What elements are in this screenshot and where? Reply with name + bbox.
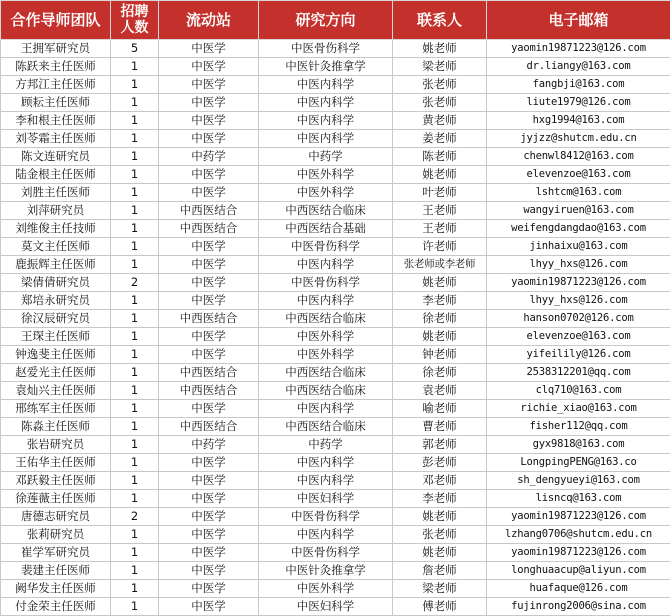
cell-team: 邢练军主任医师 xyxy=(1,400,111,418)
cell-count: 1 xyxy=(111,166,159,184)
cell-count: 1 xyxy=(111,94,159,112)
cell-direction: 中医内科学 xyxy=(259,76,393,94)
table-row xyxy=(1,382,670,400)
cell-count: 1 xyxy=(111,580,159,598)
cell-station: 中医学 xyxy=(159,400,259,418)
table-row xyxy=(1,454,670,472)
cell-count: 1 xyxy=(111,436,159,454)
cell-station: 中药学 xyxy=(159,436,259,454)
cell-contact: 张老师或李老师 xyxy=(393,256,487,274)
cell-team: 王拥军研究员 xyxy=(1,40,111,58)
cell-contact: 叶老师 xyxy=(393,184,487,202)
cell-contact: 姚老师 xyxy=(393,328,487,346)
cell-station: 中医学 xyxy=(159,130,259,148)
cell-count: 1 xyxy=(111,220,159,238)
table-row xyxy=(1,562,670,580)
table-row xyxy=(1,580,670,598)
cell-contact: 姚老师 xyxy=(393,166,487,184)
cell-email: yaomin19871223@126.com xyxy=(487,40,670,58)
cell-team: 陆金根主任医师 xyxy=(1,166,111,184)
cell-direction: 中医内科学 xyxy=(259,256,393,274)
table-row xyxy=(1,130,670,148)
cell-contact: 詹老师 xyxy=(393,562,487,580)
table-row xyxy=(1,94,670,112)
cell-direction: 中医外科学 xyxy=(259,580,393,598)
cell-direction: 中医内科学 xyxy=(259,400,393,418)
cell-direction: 中医外科学 xyxy=(259,166,393,184)
cell-contact: 张老师 xyxy=(393,94,487,112)
cell-direction: 中医内科学 xyxy=(259,454,393,472)
cell-email: jyjzz@shutcm.edu.cn xyxy=(487,130,670,148)
cell-contact: 徐老师 xyxy=(393,310,487,328)
cell-direction: 中医外科学 xyxy=(259,328,393,346)
cell-contact: 郭老师 xyxy=(393,436,487,454)
cell-email: chenwl8412@163.com xyxy=(487,148,670,166)
header-count xyxy=(111,1,159,40)
table-row xyxy=(1,58,670,76)
table-row xyxy=(1,148,670,166)
table-row xyxy=(1,40,670,58)
table-row xyxy=(1,490,670,508)
cell-count: 1 xyxy=(111,490,159,508)
cell-email: lisncq@163.com xyxy=(487,490,670,508)
cell-team: 崔学军研究员 xyxy=(1,544,111,562)
cell-direction: 中医妇科学 xyxy=(259,598,393,616)
cell-email: liute1979@126.com xyxy=(487,94,670,112)
cell-count: 1 xyxy=(111,184,159,202)
table-row xyxy=(1,292,670,310)
cell-team: 钟逸斐主任医师 xyxy=(1,346,111,364)
cell-contact: 张老师 xyxy=(393,526,487,544)
cell-count: 1 xyxy=(111,598,159,616)
cell-team: 刘苓霜主任医师 xyxy=(1,130,111,148)
cell-team: 方邦江主任医师 xyxy=(1,76,111,94)
cell-station: 中医学 xyxy=(159,454,259,472)
cell-contact: 张老师 xyxy=(393,76,487,94)
cell-contact: 邓老师 xyxy=(393,472,487,490)
cell-direction: 中医内科学 xyxy=(259,94,393,112)
cell-contact: 姚老师 xyxy=(393,508,487,526)
cell-contact: 姚老师 xyxy=(393,274,487,292)
cell-contact: 喻老师 xyxy=(393,400,487,418)
header-station: 流动站 xyxy=(159,1,259,40)
cell-team: 邓跃毅主任医师 xyxy=(1,472,111,490)
cell-station: 中医学 xyxy=(159,112,259,130)
cell-team: 张莉研究员 xyxy=(1,526,111,544)
cell-email: weifengdangdao@163.com xyxy=(487,220,670,238)
cell-email: elevenzoe@163.com xyxy=(487,328,670,346)
cell-direction: 中药学 xyxy=(259,148,393,166)
cell-email: LongpingPENG@163.co xyxy=(487,454,670,472)
table-row xyxy=(1,220,670,238)
cell-team: 莫文主任医师 xyxy=(1,238,111,256)
cell-direction: 中医针灸推拿学 xyxy=(259,562,393,580)
table-row xyxy=(1,328,670,346)
table-row xyxy=(1,436,670,454)
cell-team: 刘维俊主任技师 xyxy=(1,220,111,238)
cell-team: 李和根主任医师 xyxy=(1,112,111,130)
cell-email: jinhaixu@163.com xyxy=(487,238,670,256)
cell-direction: 中西医结合临床 xyxy=(259,202,393,220)
cell-direction: 中医内科学 xyxy=(259,130,393,148)
cell-direction: 中医内科学 xyxy=(259,292,393,310)
cell-team: 裴建主任医师 xyxy=(1,562,111,580)
cell-email: yaomin19871223@126.com xyxy=(487,544,670,562)
cell-count: 1 xyxy=(111,328,159,346)
cell-team: 王琛主任医师 xyxy=(1,328,111,346)
table-row xyxy=(1,256,670,274)
cell-direction: 中医内科学 xyxy=(259,526,393,544)
cell-station: 中医学 xyxy=(159,508,259,526)
cell-direction: 中西医结合临床 xyxy=(259,382,393,400)
header-direction: 研究方向 xyxy=(259,1,393,40)
table-row xyxy=(1,508,670,526)
cell-count: 1 xyxy=(111,346,159,364)
cell-station: 中医学 xyxy=(159,328,259,346)
cell-station: 中西医结合 xyxy=(159,220,259,238)
cell-count: 1 xyxy=(111,544,159,562)
table-row xyxy=(1,238,670,256)
cell-direction: 中西医结合临床 xyxy=(259,364,393,382)
cell-contact: 王老师 xyxy=(393,220,487,238)
cell-team: 顾耘主任医师 xyxy=(1,94,111,112)
cell-direction: 中医骨伤科学 xyxy=(259,40,393,58)
cell-email: clq710@163.com xyxy=(487,382,670,400)
table-row xyxy=(1,544,670,562)
cell-email: hanson0702@126.com xyxy=(487,310,670,328)
cell-station: 中医学 xyxy=(159,346,259,364)
cell-station: 中医学 xyxy=(159,580,259,598)
cell-direction: 中医骨伤科学 xyxy=(259,274,393,292)
cell-direction: 中医内科学 xyxy=(259,472,393,490)
cell-direction: 中医外科学 xyxy=(259,184,393,202)
table-row xyxy=(1,472,670,490)
cell-station: 中医学 xyxy=(159,490,259,508)
cell-count: 1 xyxy=(111,148,159,166)
cell-team: 陈文连研究员 xyxy=(1,148,111,166)
cell-station: 中医学 xyxy=(159,562,259,580)
cell-count: 1 xyxy=(111,472,159,490)
cell-direction: 中西医结合临床 xyxy=(259,310,393,328)
cell-email: 2538312201@qq.com xyxy=(487,364,670,382)
cell-email: sh_dengyueyi@163.com xyxy=(487,472,670,490)
table-row xyxy=(1,526,670,544)
header-contact: 联系人 xyxy=(393,1,487,40)
table-row xyxy=(1,184,670,202)
cell-station: 中西医结合 xyxy=(159,418,259,436)
cell-contact: 黄老师 xyxy=(393,112,487,130)
cell-contact: 陈老师 xyxy=(393,148,487,166)
table-body xyxy=(1,40,670,616)
table-row xyxy=(1,202,670,220)
cell-contact: 曹老师 xyxy=(393,418,487,436)
cell-station: 中医学 xyxy=(159,58,259,76)
cell-contact: 梁老师 xyxy=(393,580,487,598)
cell-contact: 王老师 xyxy=(393,202,487,220)
cell-email: wangyiruen@163.com xyxy=(487,202,670,220)
cell-count: 1 xyxy=(111,58,159,76)
cell-email: elevenzoe@163.com xyxy=(487,166,670,184)
cell-count: 1 xyxy=(111,76,159,94)
cell-contact: 姜老师 xyxy=(393,130,487,148)
cell-team: 袁灿兴主任医师 xyxy=(1,382,111,400)
cell-count: 1 xyxy=(111,382,159,400)
cell-count: 1 xyxy=(111,526,159,544)
table-row xyxy=(1,310,670,328)
cell-station: 中西医结合 xyxy=(159,364,259,382)
cell-count: 1 xyxy=(111,310,159,328)
cell-email: fisher112@qq.com xyxy=(487,418,670,436)
cell-station: 中医学 xyxy=(159,292,259,310)
cell-count: 2 xyxy=(111,508,159,526)
cell-count: 1 xyxy=(111,454,159,472)
cell-direction: 中医妇科学 xyxy=(259,490,393,508)
cell-station: 中医学 xyxy=(159,166,259,184)
cell-email: fangbji@163.com xyxy=(487,76,670,94)
header-email: 电子邮箱 xyxy=(487,1,670,40)
cell-email: lzhang0706@shutcm.edu.cn xyxy=(487,526,670,544)
table-row xyxy=(1,598,670,616)
table-row xyxy=(1,346,670,364)
cell-direction: 中医外科学 xyxy=(259,346,393,364)
cell-team: 阙华发主任医师 xyxy=(1,580,111,598)
cell-station: 中西医结合 xyxy=(159,382,259,400)
cell-station: 中西医结合 xyxy=(159,310,259,328)
cell-direction: 中医骨伤科学 xyxy=(259,508,393,526)
cell-team: 唐德志研究员 xyxy=(1,508,111,526)
cell-station: 中医学 xyxy=(159,94,259,112)
cell-direction: 中医内科学 xyxy=(259,112,393,130)
cell-email: dr.liangy@163.com xyxy=(487,58,670,76)
cell-team: 陈跃来主任医师 xyxy=(1,58,111,76)
cell-team: 张岩研究员 xyxy=(1,436,111,454)
cell-email: richie_xiao@163.com xyxy=(487,400,670,418)
cell-email: yaomin19871223@126.com xyxy=(487,508,670,526)
table-row xyxy=(1,166,670,184)
cell-count: 1 xyxy=(111,202,159,220)
cell-direction: 中医针灸推拿学 xyxy=(259,58,393,76)
table-row xyxy=(1,418,670,436)
cell-team: 陈淼主任医师 xyxy=(1,418,111,436)
cell-direction: 中药学 xyxy=(259,436,393,454)
cell-team: 徐汉辰研究员 xyxy=(1,310,111,328)
cell-station: 中医学 xyxy=(159,274,259,292)
cell-team: 王佑华主任医师 xyxy=(1,454,111,472)
cell-count: 1 xyxy=(111,418,159,436)
cell-direction: 中医骨伤科学 xyxy=(259,238,393,256)
cell-contact: 李老师 xyxy=(393,292,487,310)
cell-count: 1 xyxy=(111,238,159,256)
header-count-line1: 招聘 xyxy=(121,4,149,20)
cell-email: huafaque@126.com xyxy=(487,580,670,598)
cell-email: fujinrong2006@sina.com xyxy=(487,598,670,616)
cell-team: 鹿振辉主任医师 xyxy=(1,256,111,274)
cell-email: lhyy_hxs@126.com xyxy=(487,256,670,274)
cell-station: 中医学 xyxy=(159,472,259,490)
cell-count: 5 xyxy=(111,40,159,58)
header-row xyxy=(1,1,670,40)
cell-team: 梁倩倩研究员 xyxy=(1,274,111,292)
table-row xyxy=(1,112,670,130)
cell-count: 1 xyxy=(111,130,159,148)
cell-team: 郑培永研究员 xyxy=(1,292,111,310)
cell-station: 中医学 xyxy=(159,40,259,58)
cell-station: 中医学 xyxy=(159,238,259,256)
cell-direction: 中西医结合基础 xyxy=(259,220,393,238)
table-row xyxy=(1,364,670,382)
cell-station: 中医学 xyxy=(159,598,259,616)
cell-email: gyx9818@163.com xyxy=(487,436,670,454)
cell-count: 1 xyxy=(111,112,159,130)
cell-email: yaomin19871223@126.com xyxy=(487,274,670,292)
cell-contact: 姚老师 xyxy=(393,40,487,58)
cell-email: longhuaacup@aliyun.com xyxy=(487,562,670,580)
table-row xyxy=(1,400,670,418)
cell-station: 中医学 xyxy=(159,76,259,94)
cell-station: 中医学 xyxy=(159,544,259,562)
cell-station: 中医学 xyxy=(159,526,259,544)
cell-contact: 徐老师 xyxy=(393,364,487,382)
cell-count: 1 xyxy=(111,400,159,418)
cell-direction: 中医骨伤科学 xyxy=(259,544,393,562)
cell-contact: 傅老师 xyxy=(393,598,487,616)
cell-count: 1 xyxy=(111,256,159,274)
cell-team: 付金荣主任医师 xyxy=(1,598,111,616)
cell-team: 徐莲薇主任医师 xyxy=(1,490,111,508)
cell-email: hxg1994@163.com xyxy=(487,112,670,130)
cell-count: 2 xyxy=(111,274,159,292)
cell-count: 1 xyxy=(111,562,159,580)
cell-contact: 钟老师 xyxy=(393,346,487,364)
cell-team: 刘胜主任医师 xyxy=(1,184,111,202)
cell-count: 1 xyxy=(111,364,159,382)
table-row xyxy=(1,76,670,94)
cell-contact: 姚老师 xyxy=(393,544,487,562)
cell-team: 赵爱光主任医师 xyxy=(1,364,111,382)
cell-contact: 李老师 xyxy=(393,490,487,508)
cell-station: 中医学 xyxy=(159,256,259,274)
cell-station: 中医学 xyxy=(159,184,259,202)
cell-email: lshtcm@163.com xyxy=(487,184,670,202)
cell-station: 中西医结合 xyxy=(159,202,259,220)
cell-contact: 许老师 xyxy=(393,238,487,256)
cell-email: lhyy_hxs@126.com xyxy=(487,292,670,310)
header-count-line2: 人数 xyxy=(121,20,149,36)
cell-email: yifeilily@126.com xyxy=(487,346,670,364)
cell-contact: 袁老师 xyxy=(393,382,487,400)
header-team: 合作导师团队 xyxy=(1,1,111,40)
cell-station: 中药学 xyxy=(159,148,259,166)
cell-contact: 梁老师 xyxy=(393,58,487,76)
cell-count: 1 xyxy=(111,292,159,310)
cell-team: 刘萍研究员 xyxy=(1,202,111,220)
cell-contact: 彭老师 xyxy=(393,454,487,472)
cell-direction: 中西医结合临床 xyxy=(259,418,393,436)
table-row xyxy=(1,274,670,292)
